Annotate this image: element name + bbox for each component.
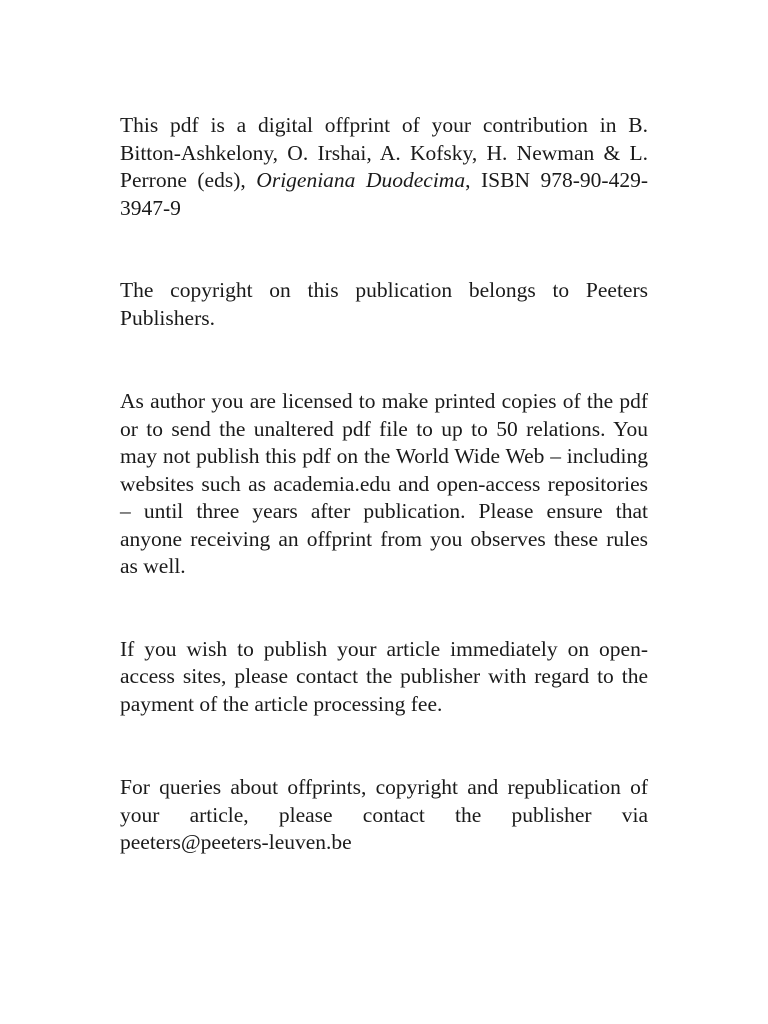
queries-paragraph [120,774,648,857]
queries-text: For queries about offprints, copyright and republication of your article, please contact the publisher via [120,775,648,827]
offprint-notice [120,112,648,857]
intro-suffix: , ISBN 978-90-429-3947-9 [120,168,649,220]
copyright-paragraph: The copyright on this publication belongs to Peeters Publishers. [120,278,648,330]
intro-prefix: This pdf is a digital offprint of your contribution in B. Bitton-Ashkelony, O. Irshai, A. Kofsky, H. Newman & L. Perrone (eds), [120,113,648,192]
intro-paragraph [120,112,648,222]
publisher-email-link[interactable]: peeters@peeters-leuven.be [120,830,352,854]
book-title: Origeniana Duodecima [256,168,466,192]
open-access-paragraph: If you wish to publish your article immediately on open-access sites, please contact the publisher with regard to the payment of the article processing fee. [120,636,648,716]
license-paragraph: As author you are licensed to make printed copies of the pdf or to send the unaltered pdf file to up to 50 relations. You may not publish this pdf on the World Wide Web – including websites such as academia.edu and open-access repositories – until three years after publication. Please ensure that anyone receiving an offprint from you observes these rules as well. [120,389,648,578]
